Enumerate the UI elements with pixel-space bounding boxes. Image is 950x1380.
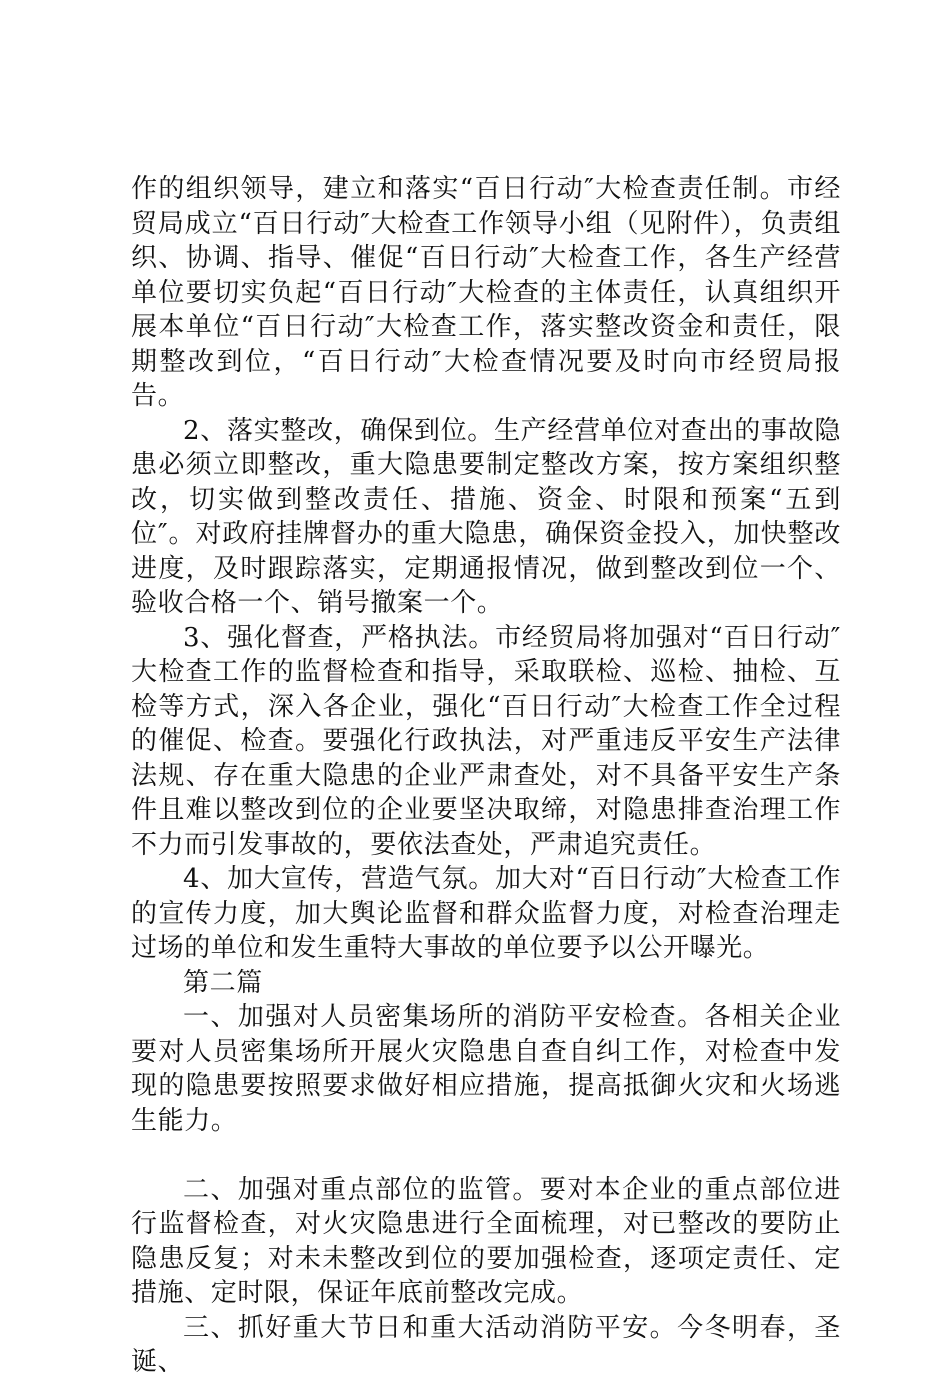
paragraph-continuation: 作的组织领导，建立和落实“百日行动″大检查责任制。市经贸局成立“百日行动″大检查工作领导小组（见附件），负责组织、协调、指导、催促“百日行动″大检查工作，各生产经营单位要切实负起“百日行动″大检查的主体责任，认真组织开展本单位“百日行动″大检查工作，落实整改资金和责任，限期整改到位，“百日行动″大检查情况要及时向市经贸局报告。 xyxy=(131,174,841,411)
section-paragraph-1: 一、加强对人员密集场所的消防平安检查。各相关企业要对人员密集场所开展火灾隐患自查自纠工作，对检查中发现的隐患要按照要求做好相应措施，提高抵御火灾和火场逃生能力。 xyxy=(131,1002,841,1136)
paragraph-item-4: 4、加大宣传，营造气氛。加大对“百日行动″大检查工作的宣传力度，加大舆论监督和群众监督力度，对检查治理走过场的单位和发生重特大事故的单位要予以公开曝光。 xyxy=(131,864,841,963)
paragraph-item-2: 2、落实整改，确保到位。生产经营单位对查出的事故隐患必须立即整改，重大隐患要制定整改方案，按方案组织整改，切实做到整改责任、措施、资金、时限和预案“五到位″。对政府挂牌督办的重大隐患，确保资金投入，加快整改进度，及时跟踪落实，定期通报情况，做到整改到位一个、验收合格一个、销号撤案一个。 xyxy=(131,415,841,618)
section-paragraph-2: 二、加强对重点部位的监管。要对本企业的重点部位进行监督检查，对火灾隐患进行全面梳理，对已整改的要防止隐患反复；对未未整改到位的要加强检查，逐项定责任、定措施、定时限，保证年底前整改完成。 xyxy=(131,1174,841,1308)
document-body xyxy=(131,172,841,1380)
section-heading: 第二篇 xyxy=(183,967,263,998)
paragraph-item-3: 3、强化督查，严格执法。市经贸局将加强对“百日行动″大检查工作的监督检查和指导，采取联检、巡检、抽检、互检等方式，深入各企业，强化“百日行动″大检查工作全过程的催促、检查。要强化行政执法，对严重违反平安生产法律法规、存在重大隐患的企业严肃查处，对不具备平安生产条件且难以整改到位的企业要坚决取缔，对隐患排查治理工作不力而引发事故的，要依法查处，严肃追究责任。 xyxy=(131,622,841,860)
section-paragraph-3: 三、抓好重大节日和重大活动消防平安。今冬明春，圣诞、 xyxy=(131,1312,841,1377)
